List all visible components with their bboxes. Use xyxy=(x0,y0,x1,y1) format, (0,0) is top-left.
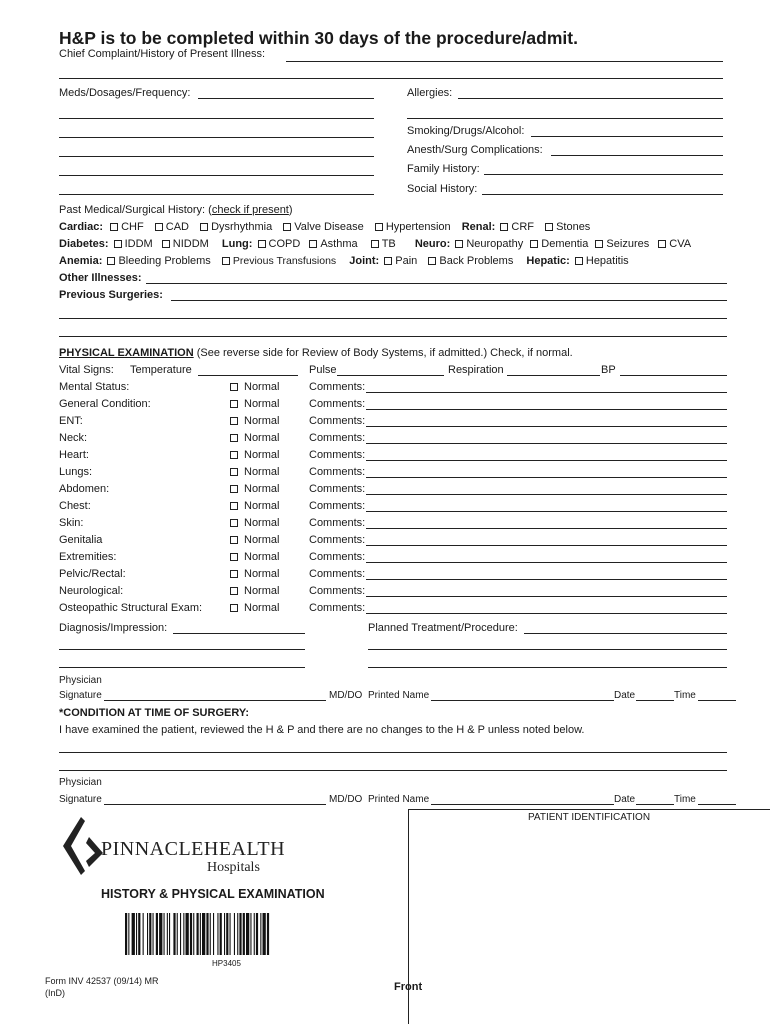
temperature-line[interactable] xyxy=(198,375,298,376)
date-line-1[interactable] xyxy=(636,700,674,701)
comments-label: Comments: xyxy=(309,415,366,427)
hepatitis-checkbox[interactable]: Hepatitis xyxy=(575,255,629,267)
normal-checkbox[interactable] xyxy=(230,416,279,427)
social-line[interactable] xyxy=(482,194,723,195)
dysrhythmia-checkbox[interactable]: Dysrhythmia xyxy=(200,221,272,233)
asthma-checkbox[interactable]: Asthma xyxy=(309,238,357,250)
barcode-bar xyxy=(147,913,148,955)
comments-label: Comments: xyxy=(309,585,366,597)
barcode-icon xyxy=(125,913,323,955)
neuro-label: Neuro: xyxy=(414,238,451,250)
exam-system-label: Mental Status: xyxy=(59,381,130,393)
surgeries-line-3[interactable] xyxy=(59,336,727,337)
vital-signs-label: Vital Signs: xyxy=(59,364,114,376)
hepatic-label: Hepatic: xyxy=(526,255,570,267)
exam-system-label: Heart: xyxy=(59,449,89,461)
bp-line[interactable] xyxy=(620,375,727,376)
checkbox-icon xyxy=(309,240,317,248)
normal-checkbox[interactable] xyxy=(230,552,279,563)
checkbox-icon xyxy=(545,223,553,231)
barcode-bar xyxy=(136,913,137,955)
physician-label-1: Physician xyxy=(59,675,102,686)
barcode-bar xyxy=(246,913,249,955)
meds-line-3[interactable] xyxy=(59,137,374,138)
meds-line-6[interactable] xyxy=(59,194,374,195)
anesth-line[interactable] xyxy=(551,155,723,156)
checkbox-icon xyxy=(230,434,238,442)
planned-treatment-label: Planned Treatment/Procedure: xyxy=(368,622,518,634)
condition-line-1[interactable] xyxy=(59,752,727,753)
barcode-bar xyxy=(256,913,258,955)
checkbox-icon xyxy=(162,240,170,248)
tb-checkbox[interactable]: TB xyxy=(371,238,396,250)
barcode-bar xyxy=(224,913,225,955)
comments-label: Comments: xyxy=(309,398,366,410)
date-label-2: Date xyxy=(614,794,636,805)
family-label: Family History: xyxy=(407,163,480,175)
normal-label: Normal xyxy=(244,585,280,597)
form-number: Form INV 42537 (09/14) MR xyxy=(45,976,159,986)
normal-checkbox[interactable] xyxy=(230,450,279,461)
seizures-checkbox[interactable]: Seizures xyxy=(595,238,649,250)
normal-label: Normal xyxy=(244,432,280,444)
exam-heading-title: PHYSICAL EXAMINATION xyxy=(59,347,194,359)
barcode-bar xyxy=(156,913,158,955)
diagnosis-line-3[interactable] xyxy=(59,667,305,668)
comments-line[interactable] xyxy=(366,443,727,444)
form-code: (InD) xyxy=(45,988,65,998)
normal-label: Normal xyxy=(244,602,280,614)
checkbox-icon xyxy=(230,604,238,612)
pmh-row-anemia xyxy=(59,256,629,267)
printed-name-label-2: Printed Name xyxy=(368,794,430,805)
checkbox-icon xyxy=(375,223,383,231)
exam-system-label: Chest: xyxy=(59,500,91,512)
checkbox-icon xyxy=(658,240,666,248)
checkbox-icon xyxy=(230,536,238,544)
comments-label: Comments: xyxy=(309,602,366,614)
form-title: H&P is to be completed within 30 days of the procedure/admit. xyxy=(59,28,578,48)
lung-label: Lung: xyxy=(221,238,253,250)
normal-checkbox[interactable] xyxy=(230,467,279,478)
comments-line[interactable] xyxy=(366,477,727,478)
checkbox-icon xyxy=(428,257,436,265)
barcode-bar xyxy=(226,913,228,955)
planned-treatment-line-1[interactable] xyxy=(524,633,727,634)
exam-system-label: Neurological: xyxy=(59,585,124,597)
niddm-checkbox[interactable]: NIDDM xyxy=(162,238,209,250)
checkbox-icon xyxy=(230,383,238,391)
normal-checkbox[interactable] xyxy=(230,535,279,546)
previous-surgeries-label: Previous Surgeries: xyxy=(59,289,163,301)
pain-checkbox[interactable]: Pain xyxy=(384,255,417,267)
barcode-bar xyxy=(217,913,218,955)
checkbox-icon xyxy=(371,240,379,248)
joint-label: Joint: xyxy=(349,255,380,267)
comments-label: Comments: xyxy=(309,517,366,529)
comments-label: Comments: xyxy=(309,466,366,478)
exam-system-label: Skin: xyxy=(59,517,84,529)
front-label: Front xyxy=(394,981,423,993)
comments-line[interactable] xyxy=(366,409,727,410)
signature-label-1: Signature xyxy=(59,690,102,701)
condition-line-2[interactable] xyxy=(59,770,727,771)
comments-label: Comments: xyxy=(309,449,366,461)
checkbox-icon xyxy=(114,240,122,248)
barcode-bar xyxy=(180,913,181,955)
comments-label: Comments: xyxy=(309,381,366,393)
barcode-bar xyxy=(200,913,201,955)
normal-label: Normal xyxy=(244,483,280,495)
exam-system-label: Pelvic/Rectal: xyxy=(59,568,126,580)
barcode-bar xyxy=(263,913,266,955)
hypertension-checkbox[interactable]: Hypertension xyxy=(375,221,451,233)
pmh-close: ) xyxy=(288,204,293,216)
exam-system-label: Abdomen: xyxy=(59,483,110,495)
condition-text: I have examined the patient, reviewed the H & P and there are no changes to the H & P unless noted below. xyxy=(59,724,585,736)
allergies-label: Allergies: xyxy=(407,87,453,99)
comments-line[interactable] xyxy=(366,426,727,427)
pmh-heading xyxy=(59,205,293,216)
surgeries-line-2[interactable] xyxy=(59,318,727,319)
cva-checkbox[interactable]: CVA xyxy=(658,238,691,250)
comments-line[interactable] xyxy=(366,596,727,597)
barcode-bar xyxy=(239,913,241,955)
barcode-bar xyxy=(193,913,194,955)
signature-line-1[interactable] xyxy=(104,700,326,701)
exam-system-label: Osteopathic Structural Exam: xyxy=(59,602,203,614)
barcode-bar xyxy=(132,913,135,955)
time-label-2: Time xyxy=(674,794,696,805)
anesth-label: Anesth/Surg Complications: xyxy=(407,144,543,156)
physician-label-2: Physician xyxy=(59,777,102,788)
pmh-check-note: check if present xyxy=(211,204,289,216)
diagnosis-line-1[interactable] xyxy=(173,633,305,634)
form-footer-title: HISTORY & PHYSICAL EXAMINATION xyxy=(101,887,325,901)
cardiac-label: Cardiac: xyxy=(59,221,104,233)
checkbox-icon xyxy=(230,400,238,408)
meds-label: Meds/Dosages/Frequency: xyxy=(59,87,191,99)
planned-treatment-line-3[interactable] xyxy=(368,667,727,668)
normal-checkbox[interactable] xyxy=(230,433,279,444)
logo-sub-text: Hospitals xyxy=(207,860,260,875)
chief-complaint-line-2[interactable] xyxy=(59,78,723,79)
comments-label: Comments: xyxy=(309,568,366,580)
comments-line[interactable] xyxy=(366,613,727,614)
checkbox-icon xyxy=(230,570,238,578)
pmh-row-cardiac xyxy=(59,222,590,233)
barcode-bar xyxy=(186,913,189,955)
diagnosis-label: Diagnosis/Impression: xyxy=(59,622,168,634)
barcode-bar xyxy=(254,913,255,955)
barcode-bar xyxy=(250,913,251,955)
barcode-bar xyxy=(167,913,168,955)
renal-label: Renal: xyxy=(461,221,496,233)
cad-checkbox[interactable]: CAD xyxy=(155,221,189,233)
meds-line-2[interactable] xyxy=(59,118,374,119)
time-line-2[interactable] xyxy=(698,804,736,805)
respiration-line[interactable] xyxy=(507,375,600,376)
checkbox-icon xyxy=(200,223,208,231)
signature-line-2[interactable] xyxy=(104,804,326,805)
dementia-checkbox[interactable]: Dementia xyxy=(530,238,588,250)
exam-system-label: Lungs: xyxy=(59,466,93,478)
pinnacle-logo xyxy=(59,815,286,877)
barcode-text: HP3405 xyxy=(212,959,241,968)
meds-line-5[interactable] xyxy=(59,175,374,176)
normal-label: Normal xyxy=(244,500,280,512)
comments-line[interactable] xyxy=(366,562,727,563)
mddo-label-2: MD/DO xyxy=(329,794,363,805)
valve-disease-checkbox[interactable]: Valve Disease xyxy=(283,221,364,233)
exam-system-label: Genitalia xyxy=(59,534,103,546)
pinnacle-logo-icon xyxy=(59,815,105,877)
barcode-bar xyxy=(128,913,129,955)
bleeding-checkbox[interactable]: Bleeding Problems xyxy=(107,255,210,267)
checkbox-icon xyxy=(230,468,238,476)
anemia-label: Anemia: xyxy=(59,255,103,267)
checkbox-icon xyxy=(283,223,291,231)
normal-label: Normal xyxy=(244,466,280,478)
barcode-bar xyxy=(190,913,192,955)
checkbox-icon xyxy=(455,240,463,248)
barcode-bar xyxy=(125,913,127,955)
barcode-bar xyxy=(237,913,238,955)
normal-checkbox[interactable] xyxy=(230,399,279,410)
exam-system-label: General Condition: xyxy=(59,398,151,410)
comments-label: Comments: xyxy=(309,534,366,546)
barcode-bar xyxy=(177,913,178,955)
pulse-label: Pulse xyxy=(309,364,337,376)
normal-checkbox[interactable] xyxy=(230,382,279,393)
exam-heading xyxy=(59,348,573,359)
comments-line[interactable] xyxy=(366,392,727,393)
pmh-label: Past Medical/Surgical History: ( xyxy=(59,204,212,216)
checkbox-icon xyxy=(155,223,163,231)
printed-name-line-1[interactable] xyxy=(431,700,614,701)
normal-checkbox[interactable] xyxy=(230,484,279,495)
comments-label: Comments: xyxy=(309,432,366,444)
pulse-line[interactable] xyxy=(337,375,444,376)
checkbox-icon xyxy=(595,240,603,248)
smoking-line[interactable] xyxy=(531,136,723,137)
crf-checkbox[interactable]: CRF xyxy=(500,221,534,233)
checkbox-icon xyxy=(230,519,238,527)
chief-complaint-line-1[interactable] xyxy=(286,61,723,62)
comments-line[interactable] xyxy=(366,579,727,580)
normal-label: Normal xyxy=(244,398,280,410)
checkbox-icon xyxy=(258,240,266,248)
barcode-bar xyxy=(197,913,199,955)
comments-label: Comments: xyxy=(309,500,366,512)
normal-label: Normal xyxy=(244,449,280,461)
respiration-label: Respiration xyxy=(448,364,504,376)
normal-checkbox[interactable] xyxy=(230,518,279,529)
comments-label: Comments: xyxy=(309,551,366,563)
meds-line-1[interactable] xyxy=(198,98,374,99)
barcode-bar xyxy=(143,913,144,955)
date-label-1: Date xyxy=(614,690,636,701)
normal-checkbox[interactable] xyxy=(230,586,279,597)
barcode-bar xyxy=(149,913,151,955)
barcode-bar xyxy=(213,913,214,955)
checkbox-icon xyxy=(230,485,238,493)
checkbox-icon xyxy=(222,257,230,265)
barcode-bar xyxy=(206,913,208,955)
barcode-bar xyxy=(159,913,162,955)
barcode-bar xyxy=(220,913,222,955)
normal-label: Normal xyxy=(244,415,280,427)
comments-line[interactable] xyxy=(366,460,727,461)
barcode-bar xyxy=(164,913,165,955)
exam-system-label: Neck: xyxy=(59,432,88,444)
allergies-line-2[interactable] xyxy=(407,118,723,119)
printed-name-label-1: Printed Name xyxy=(368,690,430,701)
barcode-bar xyxy=(153,913,154,955)
copd-checkbox[interactable]: COPD xyxy=(258,238,301,250)
comments-line[interactable] xyxy=(366,511,727,512)
exam-heading-note: (See reverse side for Review of Body Systems, if admitted.) Check, if normal. xyxy=(193,347,573,359)
checkbox-icon xyxy=(384,257,392,265)
previous-surgeries-line[interactable] xyxy=(171,300,727,301)
other-illnesses-line[interactable] xyxy=(146,283,727,284)
diabetes-label: Diabetes: xyxy=(59,238,109,250)
comments-label: Comments: xyxy=(309,483,366,495)
barcode-bar xyxy=(183,913,184,955)
normal-label: Normal xyxy=(244,568,280,580)
normal-label: Normal xyxy=(244,517,280,529)
time-label-1: Time xyxy=(674,690,696,701)
allergies-line[interactable] xyxy=(458,98,723,99)
checkbox-icon xyxy=(230,417,238,425)
stones-checkbox[interactable]: Stones xyxy=(545,221,590,233)
checkbox-icon xyxy=(107,257,115,265)
checkbox-icon xyxy=(230,451,238,459)
patient-id-top-border xyxy=(408,809,770,810)
patient-id-label: PATIENT IDENTIFICATION xyxy=(528,812,651,823)
smoking-label: Smoking/Drugs/Alcohol: xyxy=(407,125,525,137)
diagnosis-line-2[interactable] xyxy=(59,649,305,650)
barcode-bar xyxy=(169,913,170,955)
checkbox-icon xyxy=(530,240,538,248)
bp-label: BP xyxy=(601,364,616,376)
normal-label: Normal xyxy=(244,381,280,393)
barcode-bar xyxy=(260,913,261,955)
normal-checkbox[interactable] xyxy=(230,603,279,614)
exam-system-label: ENT: xyxy=(59,415,83,427)
comments-line[interactable] xyxy=(366,494,727,495)
barcode-bar xyxy=(234,913,235,955)
planned-treatment-line-2[interactable] xyxy=(368,649,727,650)
back-problems-checkbox[interactable]: Back Problems xyxy=(428,255,513,267)
chf-checkbox[interactable]: CHF xyxy=(110,221,144,233)
chief-complaint-label: Chief Complaint/History of Present Illness: xyxy=(59,48,266,60)
barcode-bar xyxy=(267,913,269,955)
exam-system-label: Extremities: xyxy=(59,551,117,563)
pmh-row-diabetes xyxy=(59,239,691,250)
other-illnesses-label: Other Illnesses: xyxy=(59,272,142,284)
logo-main-text: PINNACLEHEALTH xyxy=(101,838,286,860)
social-label: Social History: xyxy=(407,183,478,195)
checkbox-icon xyxy=(575,257,583,265)
barcode-bar xyxy=(210,913,211,955)
comments-line[interactable] xyxy=(366,528,727,529)
condition-heading: *CONDITION AT TIME OF SURGERY: xyxy=(59,707,250,719)
barcode-bar xyxy=(202,913,205,955)
checkbox-icon xyxy=(230,587,238,595)
iddm-checkbox[interactable]: IDDM xyxy=(114,238,153,250)
temperature-label: Temperature xyxy=(130,364,192,376)
barcode-bar xyxy=(243,913,245,955)
checkbox-icon xyxy=(500,223,508,231)
family-line[interactable] xyxy=(484,174,723,175)
transfusions-checkbox[interactable]: Previous Transfusions xyxy=(222,255,336,267)
barcode-bar xyxy=(230,913,231,955)
checkbox-icon xyxy=(230,553,238,561)
normal-checkbox[interactable] xyxy=(230,501,279,512)
meds-line-4[interactable] xyxy=(59,156,374,157)
mddo-label-1: MD/DO xyxy=(329,690,363,701)
barcode-bar xyxy=(173,913,175,955)
signature-label-2: Signature xyxy=(59,794,102,805)
neuropathy-checkbox[interactable]: Neuropathy xyxy=(455,238,523,250)
date-line-2[interactable] xyxy=(636,804,674,805)
normal-label: Normal xyxy=(244,551,280,563)
barcode-bar xyxy=(138,913,140,955)
printed-name-line-2[interactable] xyxy=(431,804,614,805)
checkbox-icon xyxy=(230,502,238,510)
time-line-1[interactable] xyxy=(698,700,736,701)
normal-checkbox[interactable] xyxy=(230,569,279,580)
normal-label: Normal xyxy=(244,534,280,546)
comments-line[interactable] xyxy=(366,545,727,546)
checkbox-icon xyxy=(110,223,118,231)
